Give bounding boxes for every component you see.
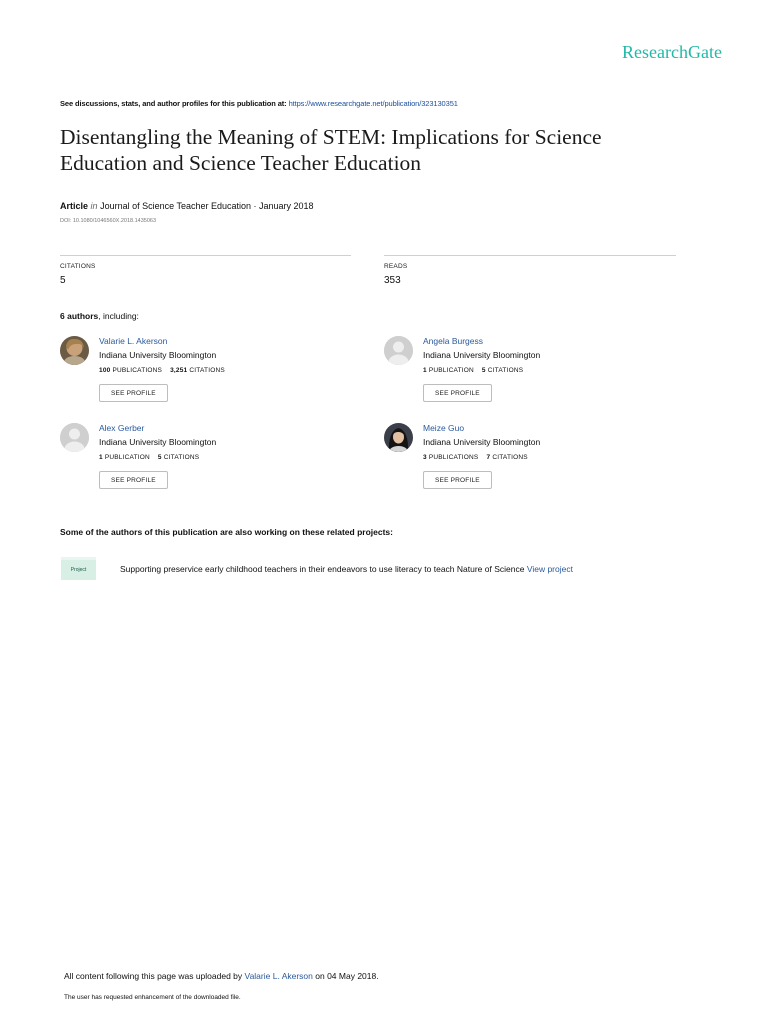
citations-label: CITATIONS [189,367,225,374]
citations-value: 5 [60,275,66,286]
project-title: Supporting preservice early childhood teachers in their endeavors to use literacy to teach Nature of Science [120,564,525,574]
author-stats [423,367,523,374]
article-meta [60,201,314,211]
author-stats [99,367,225,374]
reads-divider [384,255,676,256]
citations-divider [60,255,351,256]
publications-label: PUBLICATION [104,454,150,461]
publications-count: 100 [99,367,111,374]
related-projects-heading: Some of the authors of this publication are also working on these related projects: [60,527,393,537]
citations-label: CITATIONS [487,367,524,374]
citations-count: 5 [481,367,486,374]
publications-count: 3 [423,454,427,461]
upload-suffix: on 04 May 2018. [315,971,379,981]
author-institution: Indiana University Bloomington [423,350,541,360]
author-card [60,336,360,416]
upload-notice [64,971,379,981]
author-institution: Indiana University Bloomington [99,350,217,360]
see-text: See discussions, stats, and author profiles for this publication at: [60,99,287,108]
citations-label: CITATIONS [492,454,528,461]
publications-count: 1 [99,454,103,461]
project-icon[interactable]: Project [61,557,96,580]
publications-label: PUBLICATION [428,367,474,374]
see-profile-button[interactable]: SEE PROFILE [423,384,492,402]
default-avatar-icon[interactable] [384,336,413,365]
reads-label: READS [384,263,408,270]
author-institution: Indiana University Bloomington [423,437,541,447]
publications-label: PUBLICATIONS [112,367,163,374]
author-institution: Indiana University Bloomington [99,437,217,447]
citations-label: CITATIONS [163,454,200,461]
enhancement-note: The user has requested enhancement of the downloaded file. [64,994,241,1001]
author-card [384,423,684,503]
citations-count: 5 [157,454,162,461]
upload-prefix: All content following this page was uploaded by [64,971,243,981]
in-label: in [90,201,98,211]
journal-date: Journal of Science Teacher Education · January 2018 [100,201,314,211]
doi: DOI: 10.1080/1046560X.2018.1435063 [60,218,157,224]
reads-value: 353 [384,275,401,286]
uploader-link[interactable]: Valarie L. Akerson [244,971,313,981]
publications-count: 1 [423,367,427,374]
title-line-2: Education and Science Teacher Education [60,151,422,175]
related-project [120,564,573,574]
authors-heading [60,311,139,321]
see-profile-button[interactable]: SEE PROFILE [99,384,168,402]
see-profile-button[interactable]: SEE PROFILE [423,471,492,489]
authors-count: 6 authors [60,311,99,321]
default-avatar-icon[interactable] [60,423,89,452]
author-card [384,336,684,416]
author-card [60,423,360,503]
title-line-1: Disentangling the Meaning of STEM: Implications for Science [60,125,602,149]
photo-woman-icon[interactable] [60,336,89,365]
author-name-link[interactable]: Meize Guo [423,423,465,433]
publication-title [60,124,710,176]
publication-url-link[interactable]: https://www.researchgate.net/publication/323130351 [288,99,458,108]
author-name-link[interactable]: Alex Gerber [99,423,145,433]
photo-woman-icon[interactable] [384,423,413,452]
author-name-link[interactable]: Angela Burgess [423,336,484,346]
authors-suffix: , including: [98,311,139,321]
see-profile-button[interactable]: SEE PROFILE [99,471,168,489]
citations-label: CITATIONS [60,263,96,270]
author-stats [99,454,199,461]
article-type: Article [60,201,89,211]
citations-count: 3,251 [170,367,188,374]
citations-count: 7 [486,454,491,461]
publications-label: PUBLICATIONS [428,454,479,461]
researchgate-logo[interactable]: ResearchGate [622,42,722,62]
author-name-link[interactable]: Valarie L. Akerson [99,336,168,346]
publication-source-line [60,99,458,108]
author-stats [423,454,528,461]
view-project-link[interactable]: View project [526,564,573,574]
